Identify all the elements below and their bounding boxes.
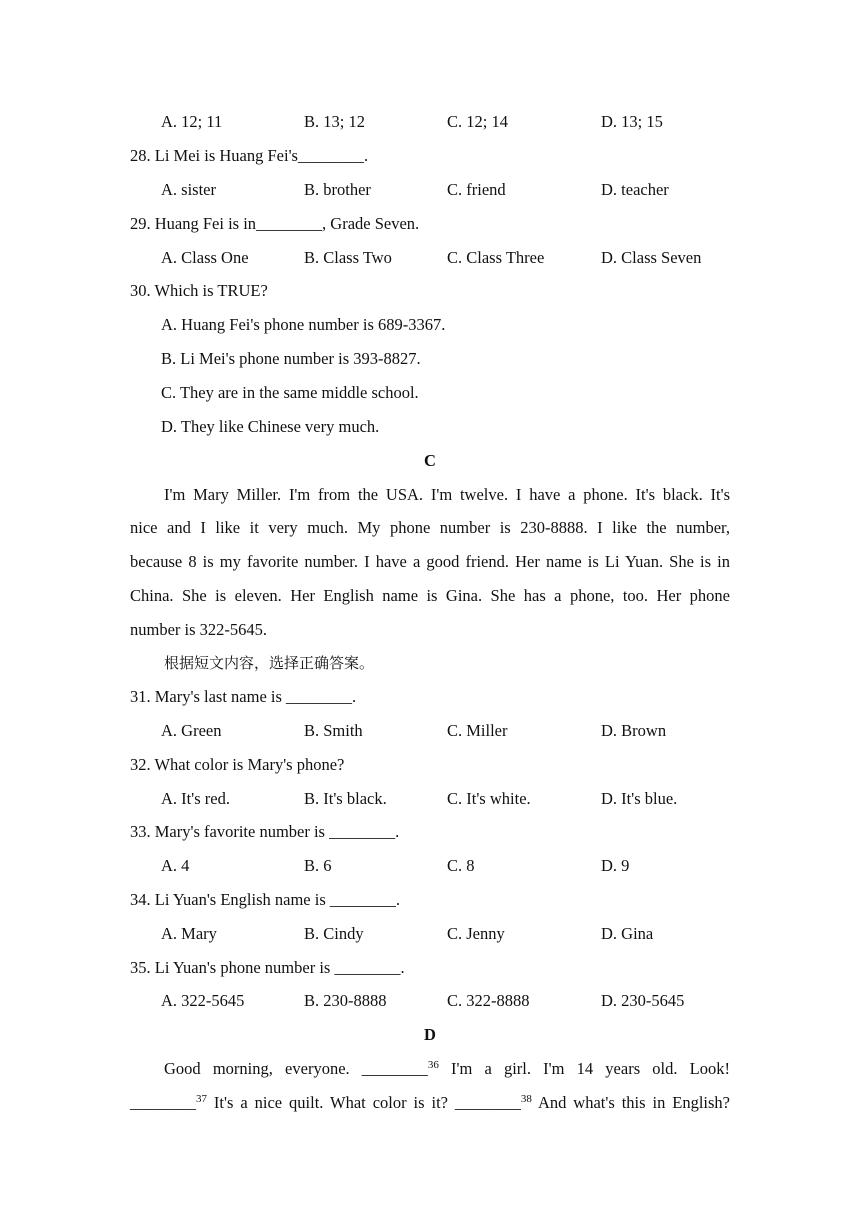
q28-option-c: C. friend — [447, 180, 506, 199]
section-d-heading: D — [424, 1025, 436, 1044]
passage-d-line-2 — [130, 1093, 730, 1113]
q35-option-a: A. 322-5645 — [161, 991, 245, 1010]
q28-option-b: B. brother — [304, 180, 371, 199]
q35-option-b: B. 230-8888 — [304, 991, 387, 1010]
q32-option-a: A. It's red. — [161, 789, 230, 808]
q33-option-b: B. 6 — [304, 856, 332, 875]
q32-option-c: C. It's white. — [447, 789, 531, 808]
question-31: 31. Mary's last name is ________. — [130, 687, 357, 706]
q31-option-b: B. Smith — [304, 721, 363, 740]
q31-option-a: A. Green — [161, 721, 222, 740]
q33-option-d: D. 9 — [601, 856, 630, 875]
q34-option-c: C. Jenny — [447, 924, 505, 943]
q30-option-a: A. Huang Fei's phone number is 689-3367. — [161, 315, 446, 334]
q28-option-d: D. teacher — [601, 180, 669, 199]
section-c-instruction: 根据短文内容，选择正确答案。 — [164, 654, 375, 672]
passage-c-line-3: because 8 is my favorite number. I have a good friend. Her name is Li Yuan. She is in — [130, 552, 730, 571]
q32-option-d: D. It's blue. — [601, 789, 678, 808]
q30-option-b: B. Li Mei's phone number is 393-8827. — [161, 349, 421, 368]
question-29: 29. Huang Fei is in________, Grade Seven. — [130, 214, 420, 233]
q34-option-a: A. Mary — [161, 924, 217, 943]
passage-d-line-1-text-b: I'm a girl. I'm 14 years old. Look! — [438, 1059, 730, 1078]
q30-option-c: C. They are in the same middle school. — [161, 383, 419, 402]
q29-option-c: C. Class Three — [447, 248, 545, 267]
blank-38-number: 38 — [520, 1093, 532, 1105]
q34-option-d: D. Gina — [601, 924, 654, 943]
blank-37-number: 37 — [196, 1093, 207, 1105]
passage-d-line-2-text-c: And what's this in English? — [531, 1093, 730, 1112]
question-28: 28. Li Mei is Huang Fei's________. — [130, 146, 369, 165]
q28-option-a: A. sister — [161, 180, 216, 199]
passage-c-line-4: China. She is eleven. Her English name is Gina. She has a phone, too. Her phone — [130, 586, 730, 605]
question-30: 30. Which is TRUE? — [130, 281, 268, 300]
q29-option-d: D. Class Seven — [601, 248, 702, 267]
q31-option-c: C. Miller — [447, 721, 508, 740]
q35-option-d: D. 230-5645 — [601, 991, 685, 1010]
q29-option-a: A. Class One — [161, 248, 249, 267]
question-35: 35. Li Yuan's phone number is ________. — [130, 958, 405, 977]
passage-c-line-1: I'm Mary Miller. I'm from the USA. I'm twelve. I have a phone. It's black. It's — [164, 485, 730, 504]
section-c-heading: C — [424, 451, 436, 470]
passage-d-line-1 — [164, 1059, 730, 1079]
q27-option-a: A. 12; 11 — [161, 112, 223, 131]
question-32: 32. What color is Mary's phone? — [130, 755, 345, 774]
question-33: 33. Mary's favorite number is ________. — [130, 822, 400, 841]
q34-option-b: B. Cindy — [304, 924, 364, 943]
passage-c-line-5: number is 322-5645. — [130, 620, 268, 639]
blank-36-number: 36 — [427, 1059, 439, 1071]
q33-option-a: A. 4 — [161, 856, 190, 875]
passage-d-line-2-text-b: It's a nice quilt. What color is it? ________ — [207, 1093, 521, 1112]
q35-option-c: C. 322-8888 — [447, 991, 530, 1010]
q32-option-b: B. It's black. — [304, 789, 387, 808]
q27-option-c: C. 12; 14 — [447, 112, 508, 131]
q30-option-d: D. They like Chinese very much. — [161, 417, 380, 436]
q29-option-b: B. Class Two — [304, 248, 392, 267]
q27-option-b: B. 13; 12 — [304, 112, 365, 131]
q33-option-c: C. 8 — [447, 856, 475, 875]
question-34: 34. Li Yuan's English name is ________. — [130, 890, 401, 909]
passage-d-line-1-text-a: Good morning, everyone. ________ — [164, 1059, 428, 1078]
q27-option-d: D. 13; 15 — [601, 112, 663, 131]
passage-d-line-2-text-a: ________ — [130, 1093, 196, 1112]
q31-option-d: D. Brown — [601, 721, 667, 740]
passage-c-line-2: nice and I like it very much. My phone number is 230-8888. I like the number, — [130, 518, 730, 537]
